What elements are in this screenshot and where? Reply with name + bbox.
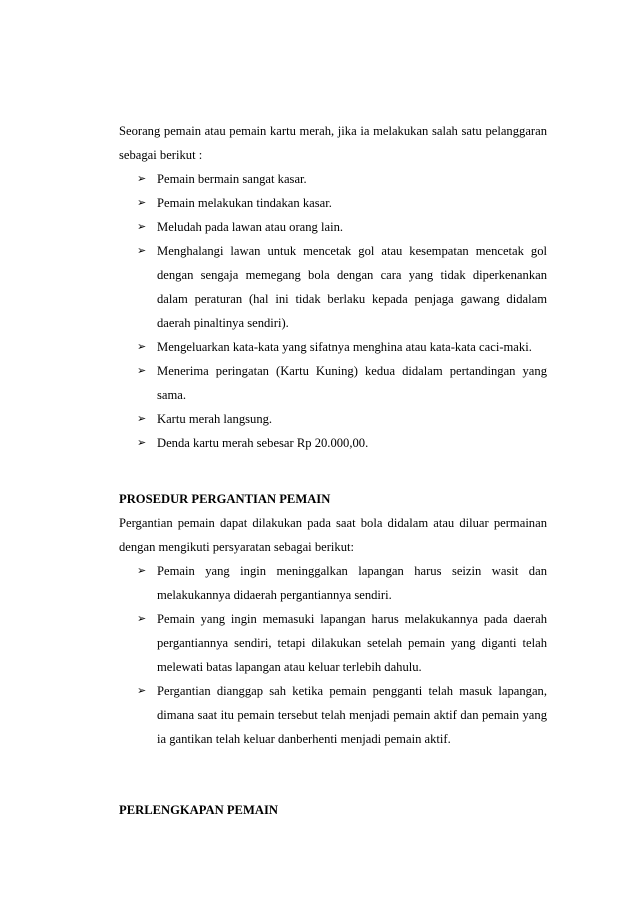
arrow-bullet-icon: ➢ bbox=[137, 565, 147, 577]
list-item: ➢ Pemain yang ingin meninggalkan lapangan harus seizin wasit dan melakukannya didaerah pergantiannya sendiri. bbox=[119, 559, 547, 607]
list-item: ➢ Pemain melakukan tindakan kasar. bbox=[119, 191, 547, 215]
red-card-list bbox=[119, 167, 547, 455]
list-item: ➢ Kartu merah langsung. bbox=[119, 407, 547, 431]
arrow-bullet-icon: ➢ bbox=[137, 685, 147, 697]
arrow-bullet-icon: ➢ bbox=[137, 245, 147, 257]
arrow-bullet-icon: ➢ bbox=[137, 413, 147, 425]
spacer bbox=[119, 751, 547, 798]
intro-paragraph: Seorang pemain atau pemain kartu merah, jika ia melakukan salah satu pelanggaran sebagai berikut : bbox=[119, 124, 547, 162]
arrow-bullet-icon: ➢ bbox=[137, 173, 147, 185]
arrow-bullet-icon: ➢ bbox=[137, 365, 147, 377]
arrow-bullet-icon: ➢ bbox=[137, 341, 147, 353]
substitution-intro-paragraph: Pergantian pemain dapat dilakukan pada saat bola didalam atau diluar permainan dengan mengikuti persyaratan sebagai berikut: bbox=[119, 516, 547, 554]
document-page bbox=[119, 119, 547, 822]
list-item: ➢ Pemain yang ingin memasuki lapangan harus melakukannya pada daerah pergantiannya sendiri, tetapi dilakukan setelah pemain yang diganti telah melewati batas lapangan atau keluar terlebih dahulu. bbox=[119, 607, 547, 679]
substitution-list bbox=[119, 559, 547, 751]
list-item: ➢ Pergantian dianggap sah ketika pemain pengganti telah masuk lapangan, dimana saat itu pemain tersebut telah menjadi pemain aktif dan pemain yang ia gantikan telah keluar danberhenti menjadi pemain aktif. bbox=[119, 679, 547, 751]
list-item: ➢ Mengeluarkan kata-kata yang sifatnya menghina atau kata-kata caci-maki. bbox=[119, 335, 547, 359]
section-heading-substitution: PROSEDUR PERGANTIAN PEMAIN bbox=[119, 492, 331, 506]
section-heading-equipment: PERLENGKAPAN PEMAIN bbox=[119, 803, 278, 817]
arrow-bullet-icon: ➢ bbox=[137, 613, 147, 625]
list-item: ➢ Menghalangi lawan untuk mencetak gol atau kesempatan mencetak gol dengan sengaja memegang bola dengan cara yang tidak diperkenankan dalam peraturan (hal ini tidak berlaku kepada penjaga gawang didalam daerah pinaltinya sendiri). bbox=[119, 239, 547, 335]
list-item: ➢ Denda kartu merah sebesar Rp 20.000,00. bbox=[119, 431, 547, 455]
arrow-bullet-icon: ➢ bbox=[137, 437, 147, 449]
list-item: ➢ Pemain bermain sangat kasar. bbox=[119, 167, 547, 191]
arrow-bullet-icon: ➢ bbox=[137, 221, 147, 233]
list-item: ➢ Meludah pada lawan atau orang lain. bbox=[119, 215, 547, 239]
list-item: ➢ Menerima peringatan (Kartu Kuning) kedua didalam pertandingan yang sama. bbox=[119, 359, 547, 407]
spacer bbox=[119, 455, 547, 487]
arrow-bullet-icon: ➢ bbox=[137, 197, 147, 209]
